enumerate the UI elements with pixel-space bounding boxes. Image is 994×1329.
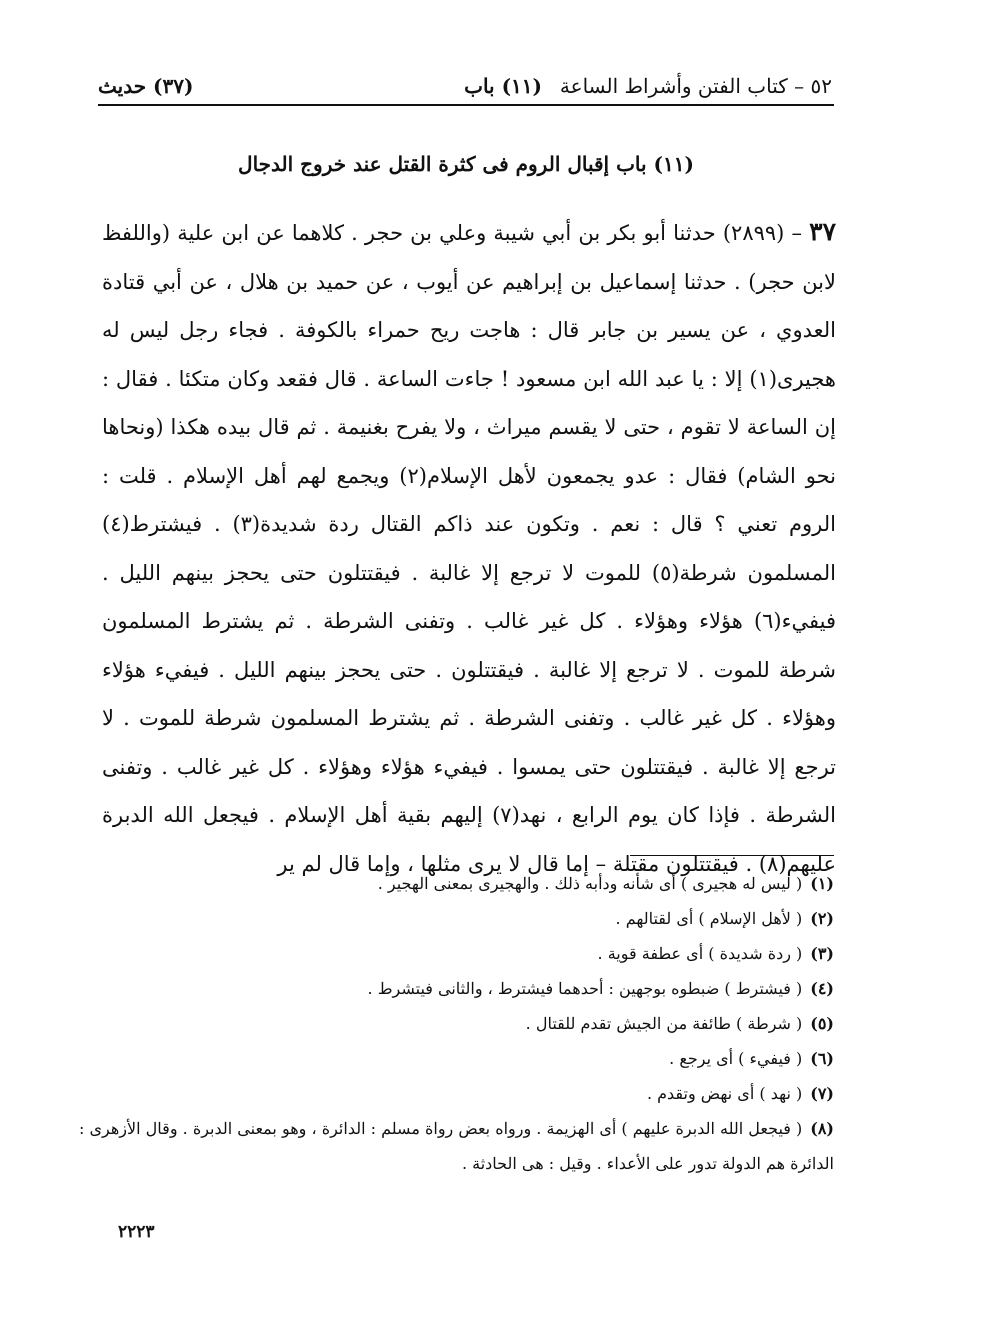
footnote-marker: (٣) [810,944,834,963]
footnote-rule [630,855,834,856]
chapter-heading: (١١) باب إقبال الروم فى كثرة القتل عند خروج الدجال [238,152,694,176]
footnote-marker: (١) [810,874,834,893]
footnote-text: ( فيجعل الله الدبرة عليهم ) أى الهزيمة . ورواه بعض رواة مسلم : الدائرة ، وهو بمعنى الدبرة . وقال الأزهرى : [79,1119,803,1138]
footnote-2 [92,901,834,936]
hadith-body [102,208,836,888]
page-folio: ٢٢٢٣ [118,1222,155,1242]
footnote-text: ( ردة شديدة ) أى عطفة قوية . [597,944,803,963]
footnote-text: ( نهد ) أى نهض وتقدم . [646,1084,803,1103]
hadith-number: ٣٧ [809,217,836,246]
header-chapter-number: (١١) باب [464,74,542,98]
footnote-8 [79,1111,834,1146]
footnote-3 [92,936,834,971]
footnote-1 [92,866,834,901]
footnotes [79,866,834,1181]
hadith-text: – (٢٨٩٩) حدثنا أبو بكر بن أبي شيبة وعلي بن حجر . كلاهما عن ابن علية (واللفظ لابن حجر) . حدثنا إسماعيل بن إبراهيم عن أيوب ، عن حميد بن هلال ، عن أبي قتادة العدوي ، عن يسير بن جابر قال : هاجت ريح حمراء بالكوفة . فجاء رجل ليس له هجيرى(١) إلا : يا عبد الله ابن مسعود ! جاءت الساعة . قال فقعد وكان متكئا . فقال : إن الساعة لا تقوم ، حتى لا يقسم ميراث ، ولا يفرح بغنيمة . ثم قال بيده هكذا (ونحاها نحو الشام) فقال : عدو يجمعون لأهل الإسلام(٢) ويجمع لهم أهل الإسلام . قلت : الروم تعني ؟ قال : نعم . وتكون عند ذاكم القتال ردة شديدة(٣) . فيشترط(٤) المسلمون شرطة(٥) للموت لا ترجع إلا غالبة . فيقتتلون حتى يحجز بينهم الليل . فيفيء(٦) هؤلاء وهؤلاء . كل غير غالب . وتفنى الشرطة . ثم يشترط المسلمون شرطة للموت . لا ترجع إلا غالبة . فيقتتلون . حتى يحجز بينهم الليل . فيفيء هؤلاء وهؤلاء . كل غير غالب . وتفنى الشرطة . ثم يشترط المسلمون شرطة للموت . لا ترجع إلا غالبة . فيقتتلون حتى يمسوا . فيفيء هؤلاء وهؤلاء . كل غير غالب . وتفنى الشرطة . فإذا كان يوم الرابع ، نهد(٧) إليهم بقية أهل الإسلام . فيجعل الله الدبرة عليهم(٨) . فيقتتلون مقتلة – إما قال لا يرى مثلها ، وإما قال لم ير [102,221,837,876]
header-hadith-number: (٣٧) حديث [98,74,194,98]
footnote-marker: (٦) [810,1049,834,1068]
hadith-paragraph [102,208,836,888]
header-rule [98,104,834,106]
running-header [98,70,832,102]
footnote-4 [92,971,834,1006]
footnote-text: ( لأهل الإسلام ) أى لقتالهم . [615,909,803,928]
footnote-marker: (٨) [810,1119,834,1138]
footnote-marker: (٧) [810,1084,834,1103]
footnote-marker: (٤) [810,979,834,998]
footnote-5 [92,1006,834,1041]
footnote-text: ( فيشترط ) ضبطوه بوجهين : أحدهما فيشترط ، والثانى فيتشرط . [367,979,803,998]
footnote-marker: (٢) [810,909,834,928]
footnote-text: ( فيفيء ) أى يرجع . [669,1049,803,1068]
footnote-text: ( ليس له هجيرى ) أى شأنه ودأبه ذلك . والهجيرى بمعنى الهجير . [377,874,803,893]
footnote-6 [92,1041,834,1076]
header-book-title: ٥٢ – كتاب الفتن وأشراط الساعة [559,74,832,98]
footnote-8-continuation: الدائرة هم الدولة تدور على الأعداء . وقيل : هى الحادثة . [461,1154,834,1173]
footnote-7 [92,1076,834,1111]
footnote-marker: (٥) [810,1014,834,1033]
footnote-text: ( شرطة ) طائفة من الجيش تقدم للقتال . [525,1014,803,1033]
